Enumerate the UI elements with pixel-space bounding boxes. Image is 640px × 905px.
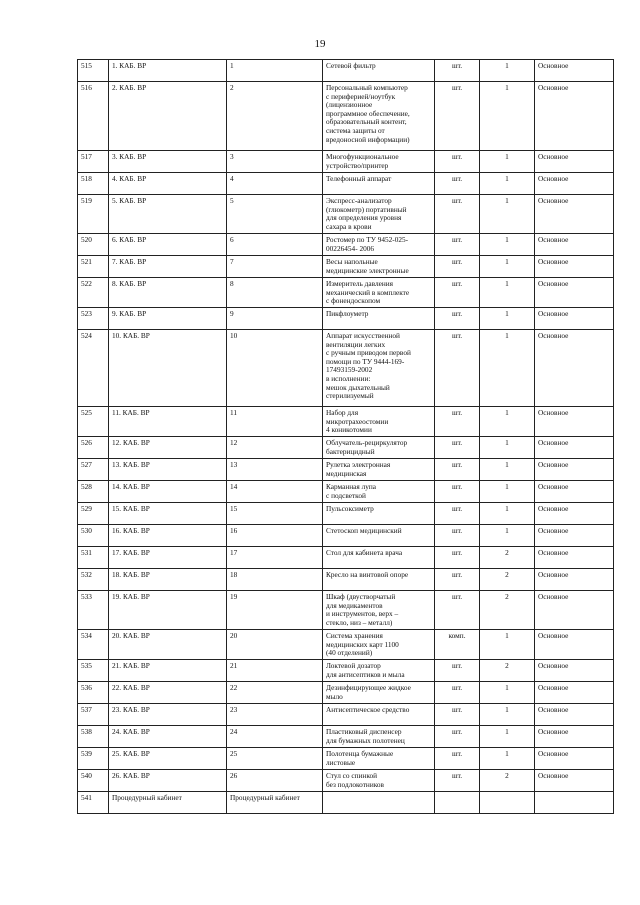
room-code-cell: 12. КАБ. ВР bbox=[109, 437, 227, 459]
item-name-cell: Экспресс-анализатор (глюкометр) портативный для определения уровня сахара в крови bbox=[323, 195, 435, 234]
row-number-cell: 520 bbox=[78, 234, 109, 256]
item-index-cell: 23 bbox=[227, 704, 323, 726]
item-name-cell: Антисептическое средство bbox=[323, 704, 435, 726]
quantity-cell: 1 bbox=[480, 330, 535, 407]
item-name-cell: Облучатель-рециркулятор бактерицидный bbox=[323, 437, 435, 459]
room-code-cell: 7. КАБ. ВР bbox=[109, 256, 227, 278]
item-name-cell: Система хранения медицинских карт 1100 (40 отделений) bbox=[323, 630, 435, 660]
quantity-cell: 2 bbox=[480, 770, 535, 792]
unit-cell: шт. bbox=[435, 437, 480, 459]
room-code-cell: 17. КАБ. ВР bbox=[109, 547, 227, 569]
item-name-cell: Стетоскоп медицинский bbox=[323, 525, 435, 547]
item-index-cell: 4 bbox=[227, 173, 323, 195]
item-name-cell: Стол для кабинета врача bbox=[323, 547, 435, 569]
equipment-type-cell: Основное bbox=[535, 278, 614, 308]
item-index-cell: 14 bbox=[227, 481, 323, 503]
quantity-cell: 2 bbox=[480, 569, 535, 591]
quantity-cell: 1 bbox=[480, 503, 535, 525]
table-row bbox=[78, 82, 614, 151]
unit-cell: шт. bbox=[435, 591, 480, 630]
equipment-type-cell: Основное bbox=[535, 704, 614, 726]
item-index-cell: 17 bbox=[227, 547, 323, 569]
table-row bbox=[78, 173, 614, 195]
row-number-cell: 516 bbox=[78, 82, 109, 151]
equipment-type-cell: Основное bbox=[535, 525, 614, 547]
unit-cell: шт. bbox=[435, 234, 480, 256]
equipment-type-cell: Основное bbox=[535, 748, 614, 770]
quantity-cell: 1 bbox=[480, 630, 535, 660]
table-row bbox=[78, 330, 614, 407]
quantity-cell: 1 bbox=[480, 278, 535, 308]
quantity-cell: 1 bbox=[480, 682, 535, 704]
item-name-cell: Измеритель давления механический в комплекте с фонендоскопом bbox=[323, 278, 435, 308]
table-row bbox=[78, 726, 614, 748]
row-number-cell: 525 bbox=[78, 407, 109, 437]
item-index-cell: 8 bbox=[227, 278, 323, 308]
unit-cell: шт. bbox=[435, 547, 480, 569]
quantity-cell: 1 bbox=[480, 459, 535, 481]
row-number-cell: 515 bbox=[78, 60, 109, 82]
item-name-cell: Пикфлоуметр bbox=[323, 308, 435, 330]
table-row bbox=[78, 770, 614, 792]
table-row bbox=[78, 256, 614, 278]
item-index-cell: 20 bbox=[227, 630, 323, 660]
table-row bbox=[78, 234, 614, 256]
item-name-cell: Телефонный аппарат bbox=[323, 173, 435, 195]
room-code-cell: 2. КАБ. ВР bbox=[109, 82, 227, 151]
room-code-cell: 19. КАБ. ВР bbox=[109, 591, 227, 630]
row-number-cell: 518 bbox=[78, 173, 109, 195]
item-index-cell: 12 bbox=[227, 437, 323, 459]
item-index-cell: 25 bbox=[227, 748, 323, 770]
row-number-cell: 537 bbox=[78, 704, 109, 726]
item-name-cell: Дезинфицирующее жидкое мыло bbox=[323, 682, 435, 704]
quantity-cell: 1 bbox=[480, 82, 535, 151]
row-number-cell: 535 bbox=[78, 660, 109, 682]
row-number-cell: 524 bbox=[78, 330, 109, 407]
item-index-cell: 26 bbox=[227, 770, 323, 792]
room-code-cell: 6. КАБ. ВР bbox=[109, 234, 227, 256]
item-index-cell: 9 bbox=[227, 308, 323, 330]
equipment-type-cell: Основное bbox=[535, 591, 614, 630]
item-index-cell: 21 bbox=[227, 660, 323, 682]
table-row bbox=[78, 278, 614, 308]
unit-cell: шт. bbox=[435, 704, 480, 726]
equipment-type-cell: Основное bbox=[535, 660, 614, 682]
quantity-cell: 1 bbox=[480, 60, 535, 82]
row-number-cell: 519 bbox=[78, 195, 109, 234]
unit-cell: шт. bbox=[435, 407, 480, 437]
row-number-cell: 530 bbox=[78, 525, 109, 547]
table-row bbox=[78, 503, 614, 525]
table-row bbox=[78, 195, 614, 234]
row-number-cell: 523 bbox=[78, 308, 109, 330]
unit-cell: шт. bbox=[435, 569, 480, 591]
table-row bbox=[78, 682, 614, 704]
room-code-cell: 21. КАБ. ВР bbox=[109, 660, 227, 682]
item-name-cell: Многофункциональное устройство/принтер bbox=[323, 151, 435, 173]
item-name-cell: Кресло на винтовой опоре bbox=[323, 569, 435, 591]
item-name-cell: Весы напольные медицинские электронные bbox=[323, 256, 435, 278]
quantity-cell: 1 bbox=[480, 234, 535, 256]
item-name-cell: Пластиковый диспенсер для бумажных полотенец bbox=[323, 726, 435, 748]
item-name-cell: Сетевой фильтр bbox=[323, 60, 435, 82]
unit-cell: шт. bbox=[435, 748, 480, 770]
equipment-type-cell: Основное bbox=[535, 770, 614, 792]
equipment-type-cell: Основное bbox=[535, 256, 614, 278]
room-code-cell: 18. КАБ. ВР bbox=[109, 569, 227, 591]
table-row bbox=[78, 792, 614, 814]
quantity-cell: 1 bbox=[480, 748, 535, 770]
unit-cell: шт. bbox=[435, 503, 480, 525]
item-index-cell: 7 bbox=[227, 256, 323, 278]
item-index-cell: 5 bbox=[227, 195, 323, 234]
quantity-cell: 1 bbox=[480, 195, 535, 234]
room-code-cell: 22. КАБ. ВР bbox=[109, 682, 227, 704]
unit-cell: шт. bbox=[435, 459, 480, 481]
table-row bbox=[78, 481, 614, 503]
unit-cell: шт. bbox=[435, 82, 480, 151]
row-number-cell: 539 bbox=[78, 748, 109, 770]
table-row bbox=[78, 151, 614, 173]
room-code-cell: 11. КАБ. ВР bbox=[109, 407, 227, 437]
row-number-cell: 528 bbox=[78, 481, 109, 503]
quantity-cell: 1 bbox=[480, 481, 535, 503]
item-index-cell: 6 bbox=[227, 234, 323, 256]
row-number-cell: 522 bbox=[78, 278, 109, 308]
equipment-type-cell: Основное bbox=[535, 459, 614, 481]
room-code-cell: 14. КАБ. ВР bbox=[109, 481, 227, 503]
room-code-cell: 16. КАБ. ВР bbox=[109, 525, 227, 547]
room-code-cell: 4. КАБ. ВР bbox=[109, 173, 227, 195]
equipment-type-cell: Основное bbox=[535, 630, 614, 660]
equipment-type-cell: Основное bbox=[535, 195, 614, 234]
row-number-cell: 526 bbox=[78, 437, 109, 459]
equipment-type-cell: Основное bbox=[535, 437, 614, 459]
quantity-cell: 2 bbox=[480, 660, 535, 682]
quantity-cell: 1 bbox=[480, 726, 535, 748]
quantity-cell: 1 bbox=[480, 256, 535, 278]
equipment-type-cell: Основное bbox=[535, 407, 614, 437]
equipment-type-cell: Основное bbox=[535, 308, 614, 330]
row-number-cell: 521 bbox=[78, 256, 109, 278]
item-index-cell: 1 bbox=[227, 60, 323, 82]
equipment-type-cell: Основное bbox=[535, 151, 614, 173]
item-index-cell: 10 bbox=[227, 330, 323, 407]
quantity-cell: 2 bbox=[480, 591, 535, 630]
equipment-type-cell: Основное bbox=[535, 503, 614, 525]
room-code-cell: 25. КАБ. ВР bbox=[109, 748, 227, 770]
equipment-type-cell: Основное bbox=[535, 82, 614, 151]
item-index-cell: 2 bbox=[227, 82, 323, 151]
item-index-cell: 13 bbox=[227, 459, 323, 481]
table-row bbox=[78, 748, 614, 770]
item-name-cell: Стул со спинкой без подлокотников bbox=[323, 770, 435, 792]
equipment-type-cell bbox=[535, 792, 614, 814]
table-row bbox=[78, 525, 614, 547]
table-row bbox=[78, 569, 614, 591]
quantity-cell: 1 bbox=[480, 308, 535, 330]
table-row bbox=[78, 407, 614, 437]
item-index-cell: 16 bbox=[227, 525, 323, 547]
row-number-cell: 517 bbox=[78, 151, 109, 173]
unit-cell: шт. bbox=[435, 660, 480, 682]
room-code-cell: 13. КАБ. ВР bbox=[109, 459, 227, 481]
item-index-cell: Процедурный кабинет bbox=[227, 792, 323, 814]
table-row bbox=[78, 547, 614, 569]
item-index-cell: 19 bbox=[227, 591, 323, 630]
unit-cell: шт. bbox=[435, 151, 480, 173]
unit-cell: шт. bbox=[435, 278, 480, 308]
quantity-cell: 1 bbox=[480, 525, 535, 547]
item-name-cell: Персональный компьютер с периферией/ноутбук (лицензионное программное обеспечение, образовательный контент, система защиты от вредоносной информации) bbox=[323, 82, 435, 151]
room-code-cell: 26. КАБ. ВР bbox=[109, 770, 227, 792]
equipment-type-cell: Основное bbox=[535, 682, 614, 704]
equipment-table bbox=[77, 59, 614, 814]
item-name-cell bbox=[323, 792, 435, 814]
row-number-cell: 533 bbox=[78, 591, 109, 630]
room-code-cell: Процедурный кабинет bbox=[109, 792, 227, 814]
unit-cell: шт. bbox=[435, 481, 480, 503]
room-code-cell: 3. КАБ. ВР bbox=[109, 151, 227, 173]
unit-cell: шт. bbox=[435, 682, 480, 704]
item-name-cell: Набор для микротрахеостомии 4 коникотомии bbox=[323, 407, 435, 437]
table-row bbox=[78, 60, 614, 82]
row-number-cell: 532 bbox=[78, 569, 109, 591]
unit-cell: шт. bbox=[435, 256, 480, 278]
table-row bbox=[78, 630, 614, 660]
unit-cell: шт. bbox=[435, 173, 480, 195]
item-name-cell: Локтевой дозатор для антисептиков и мыла bbox=[323, 660, 435, 682]
room-code-cell: 15. КАБ. ВР bbox=[109, 503, 227, 525]
equipment-type-cell: Основное bbox=[535, 569, 614, 591]
item-name-cell: Рулетка электронная медицинская bbox=[323, 459, 435, 481]
item-name-cell: Пульсоксиметр bbox=[323, 503, 435, 525]
room-code-cell: 24. КАБ. ВР bbox=[109, 726, 227, 748]
unit-cell: шт. bbox=[435, 330, 480, 407]
table-row bbox=[78, 308, 614, 330]
equipment-type-cell: Основное bbox=[535, 726, 614, 748]
equipment-type-cell: Основное bbox=[535, 60, 614, 82]
table-row bbox=[78, 591, 614, 630]
equipment-type-cell: Основное bbox=[535, 173, 614, 195]
row-number-cell: 536 bbox=[78, 682, 109, 704]
quantity-cell: 1 bbox=[480, 151, 535, 173]
quantity-cell: 2 bbox=[480, 547, 535, 569]
unit-cell: шт. bbox=[435, 525, 480, 547]
item-name-cell: Аппарат искусственной вентиляции легких с ручным приводом первой помощи по ТУ 9444-169- 17493159-2002 в исполнении: мешок дыхательный стерилизуемый bbox=[323, 330, 435, 407]
quantity-cell: 1 bbox=[480, 704, 535, 726]
item-index-cell: 18 bbox=[227, 569, 323, 591]
room-code-cell: 8. КАБ. ВР bbox=[109, 278, 227, 308]
page-number: 19 bbox=[314, 38, 326, 50]
row-number-cell: 531 bbox=[78, 547, 109, 569]
unit-cell: шт. bbox=[435, 770, 480, 792]
equipment-type-cell: Основное bbox=[535, 547, 614, 569]
item-name-cell: Карманная лупа с подсветкой bbox=[323, 481, 435, 503]
row-number-cell: 534 bbox=[78, 630, 109, 660]
item-index-cell: 11 bbox=[227, 407, 323, 437]
item-name-cell: Полотенца бумажные листовые bbox=[323, 748, 435, 770]
unit-cell: шт. bbox=[435, 195, 480, 234]
quantity-cell: 1 bbox=[480, 173, 535, 195]
unit-cell: шт. bbox=[435, 726, 480, 748]
table-row bbox=[78, 437, 614, 459]
room-code-cell: 10. КАБ. ВР bbox=[109, 330, 227, 407]
unit-cell: шт. bbox=[435, 308, 480, 330]
equipment-type-cell: Основное bbox=[535, 234, 614, 256]
table-row bbox=[78, 459, 614, 481]
unit-cell bbox=[435, 792, 480, 814]
equipment-type-cell: Основное bbox=[535, 330, 614, 407]
row-number-cell: 541 bbox=[78, 792, 109, 814]
equipment-type-cell: Основное bbox=[535, 481, 614, 503]
quantity-cell: 1 bbox=[480, 407, 535, 437]
row-number-cell: 538 bbox=[78, 726, 109, 748]
room-code-cell: 1. КАБ. ВР bbox=[109, 60, 227, 82]
table-row bbox=[78, 660, 614, 682]
room-code-cell: 20. КАБ. ВР bbox=[109, 630, 227, 660]
row-number-cell: 527 bbox=[78, 459, 109, 481]
unit-cell: шт. bbox=[435, 60, 480, 82]
room-code-cell: 5. КАБ. ВР bbox=[109, 195, 227, 234]
item-index-cell: 24 bbox=[227, 726, 323, 748]
item-name-cell: Шкаф (двустворчатый для медикаментов и инструментов, верх – стекло, низ – металл) bbox=[323, 591, 435, 630]
item-index-cell: 22 bbox=[227, 682, 323, 704]
row-number-cell: 529 bbox=[78, 503, 109, 525]
quantity-cell bbox=[480, 792, 535, 814]
room-code-cell: 9. КАБ. ВР bbox=[109, 308, 227, 330]
room-code-cell: 23. КАБ. ВР bbox=[109, 704, 227, 726]
item-index-cell: 15 bbox=[227, 503, 323, 525]
item-name-cell: Ростомер по ТУ 9452-025- 00226454- 2006 bbox=[323, 234, 435, 256]
item-index-cell: 3 bbox=[227, 151, 323, 173]
table-row bbox=[78, 704, 614, 726]
row-number-cell: 540 bbox=[78, 770, 109, 792]
unit-cell: комп. bbox=[435, 630, 480, 660]
quantity-cell: 1 bbox=[480, 437, 535, 459]
